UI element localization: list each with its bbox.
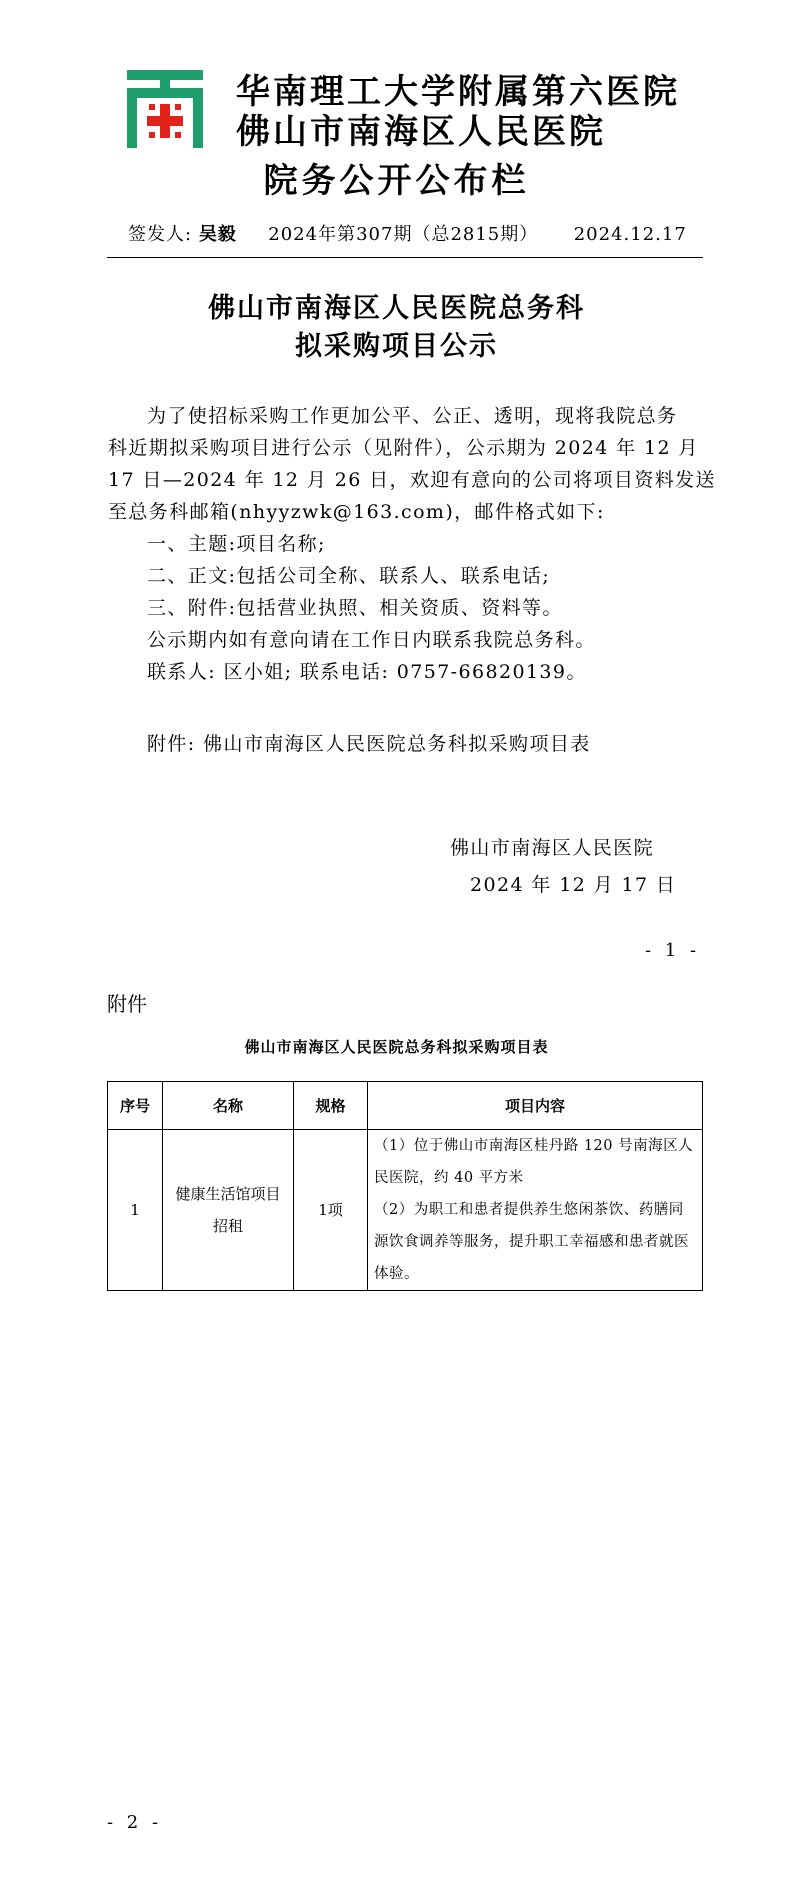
- cell-spec: 1项: [294, 1130, 368, 1291]
- cell-content: [368, 1130, 703, 1291]
- procurement-table: [107, 1081, 703, 1291]
- table-row: [108, 1130, 703, 1291]
- attachment-label: 附件: [107, 992, 147, 1016]
- notice-line: 一、主题:项目名称;: [147, 533, 326, 555]
- notice-line: 二、正文:包括公司全称、联系人、联系电话;: [147, 565, 551, 587]
- notice-line: 三、附件:包括营业执照、相关资质、资料等。: [147, 597, 563, 619]
- issue-info-line: [128, 222, 703, 248]
- notice-line: 17 日—2024 年 12 月 26 日，欢迎有意向的公司将项目资料发送: [108, 469, 716, 491]
- notice-line: 至总务科邮箱(nhyyzwk@163.com)，邮件格式如下:: [108, 501, 605, 523]
- column-header: 项目内容: [368, 1082, 703, 1130]
- notice-line: 为了使招标采购工作更加公平、公正、透明，现将我院总务: [147, 405, 678, 427]
- notice-title-line-2: 拟采购项目公示: [295, 331, 498, 362]
- board-title: 院务公开公布栏: [263, 161, 530, 201]
- notice-title-line-1: 佛山市南海区人民医院总务科: [208, 293, 585, 324]
- cell-name: 健康生活馆项目招租: [163, 1130, 294, 1291]
- notice-line: 联系人: 区小姐; 联系电话: 0757-66820139。: [147, 661, 587, 683]
- column-header: 序号: [108, 1082, 163, 1130]
- header-divider: [107, 257, 703, 258]
- column-header: 规格: [294, 1082, 368, 1130]
- signature-date: 2024 年 12 月 17 日: [470, 874, 677, 896]
- issue-number: 2024年第307期（总2815期）: [268, 224, 539, 245]
- hospital-name-primary: 华南理工大学附属第六医院: [236, 72, 680, 112]
- attachment-reference: 附件: 佛山市南海区人民医院总务科拟采购项目表: [147, 733, 591, 755]
- signature-organization: 佛山市南海区人民医院: [450, 837, 655, 859]
- table-header-row: [108, 1082, 703, 1130]
- page-number: - 2 -: [107, 1812, 163, 1833]
- signer-name: 吴毅: [198, 224, 237, 245]
- cell-number: 1: [108, 1130, 163, 1291]
- notice-line: 科近期拟采购项目进行公示（见附件），公示期为 2024 年 12 月: [108, 437, 699, 459]
- notice-line: 公示期内如有意向请在工作日内联系我院总务科。: [147, 629, 596, 651]
- content-item: （1）位于佛山市南海区桂丹路 120 号南海区人民医院，约 40 平方米: [374, 1138, 694, 1186]
- table-title: 佛山市南海区人民医院总务科拟采购项目表: [244, 1038, 549, 1056]
- hospital-logo-icon: [127, 70, 203, 148]
- issue-date: 2024.12.17: [573, 224, 687, 245]
- content-item: （2）为职工和患者提供养生悠闲茶饮、药膳同源饮食调养等服务，提升职工幸福感和患者就医体验。: [374, 1202, 689, 1282]
- column-header: 名称: [163, 1082, 294, 1130]
- hospital-name-secondary: 佛山市南海区人民医院: [236, 112, 606, 152]
- signer-label: 签发人:: [128, 224, 193, 245]
- page-number: - 1 -: [645, 940, 701, 961]
